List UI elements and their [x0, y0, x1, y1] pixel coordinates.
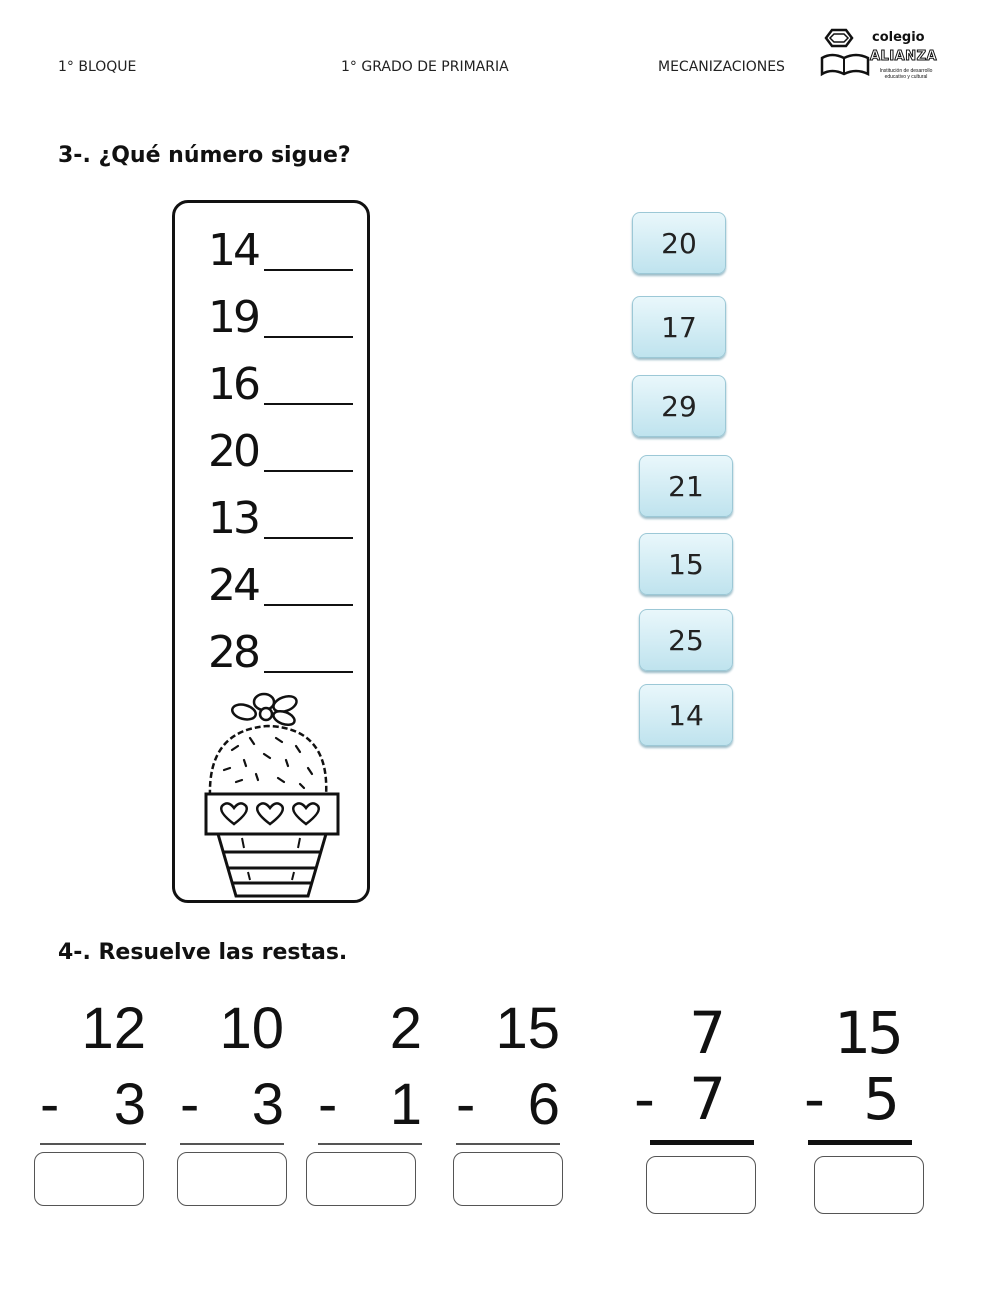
sequence-number: 24 — [208, 560, 258, 611]
option-tile[interactable]: 17 — [632, 296, 726, 358]
result-line — [180, 1143, 284, 1145]
minus-sign: - — [318, 1072, 338, 1137]
logo-text-main: ALIANZA — [870, 49, 938, 64]
sequence-row — [192, 426, 354, 476]
answer-box[interactable] — [306, 1152, 416, 1206]
sequence-row — [192, 493, 354, 543]
option-tile[interactable]: 14 — [639, 684, 733, 746]
subtrahend: 6 — [527, 1072, 560, 1137]
minus-sign: - — [456, 1072, 476, 1137]
answer-box[interactable] — [177, 1152, 287, 1206]
answer-box[interactable] — [646, 1156, 756, 1214]
subtrahend: 7 — [689, 1065, 726, 1133]
sequence-number: 28 — [208, 627, 258, 678]
minus-sign: - — [180, 1072, 200, 1137]
answer-blank[interactable] — [264, 537, 353, 539]
section-4-title: 4-. Resuelve las restas. — [58, 940, 348, 965]
answer-blank[interactable] — [264, 403, 353, 405]
logo-text-sub: Institución de desarrollo educativo y cultural — [879, 68, 933, 80]
result-line — [650, 1140, 754, 1145]
minuend: 15 — [495, 996, 560, 1061]
sequence-number: 19 — [208, 292, 258, 343]
option-tile[interactable]: 20 — [632, 212, 726, 274]
answer-blank[interactable] — [264, 470, 353, 472]
subtrahend: 5 — [863, 1065, 900, 1133]
minuend: 15 — [834, 999, 900, 1067]
header-subject: MECANIZACIONES — [658, 59, 785, 75]
subtrahend: 1 — [389, 1072, 422, 1137]
answer-blank[interactable] — [264, 604, 353, 606]
result-line — [808, 1140, 912, 1145]
sequence-row — [192, 359, 354, 409]
answer-box[interactable] — [453, 1152, 563, 1206]
result-line — [40, 1143, 146, 1145]
answer-box[interactable] — [34, 1152, 144, 1206]
option-tile[interactable]: 25 — [639, 609, 733, 671]
subtraction-problem — [180, 996, 284, 1210]
logo-text-top: colegio — [872, 30, 925, 45]
subtraction-problem — [318, 996, 422, 1210]
answer-blank[interactable] — [264, 269, 353, 271]
answer-blank[interactable] — [264, 671, 353, 673]
sequence-number: 14 — [208, 225, 258, 276]
sequence-number: 20 — [208, 426, 258, 477]
school-logo — [820, 28, 940, 84]
subtraction-problem — [40, 996, 146, 1210]
subtraction-problem — [804, 999, 900, 1214]
cactus-pot-icon — [192, 688, 352, 898]
minus-sign: - — [40, 1072, 60, 1137]
school-book-logo-icon — [820, 28, 872, 84]
sequence-row — [192, 627, 354, 677]
option-tile[interactable]: 15 — [639, 533, 733, 595]
sequence-row — [192, 560, 354, 610]
answer-box[interactable] — [814, 1156, 924, 1214]
header-grade: 1° GRADO DE PRIMARIA — [341, 59, 509, 75]
subtrahend: 3 — [251, 1072, 284, 1137]
sequence-number: 16 — [208, 359, 258, 410]
sequence-number: 13 — [208, 493, 258, 544]
result-line — [456, 1143, 560, 1145]
sequence-row — [192, 292, 354, 342]
section-3-title: 3-. ¿Qué número sigue? — [58, 143, 351, 168]
minus-sign: - — [634, 1065, 655, 1133]
subtraction-problem — [456, 996, 560, 1210]
header-block: 1° BLOQUE — [58, 59, 137, 75]
minus-sign: - — [804, 1065, 825, 1133]
subtraction-problem — [634, 999, 734, 1214]
minuend: 2 — [389, 996, 422, 1061]
minuend: 7 — [689, 999, 726, 1067]
minuend: 12 — [81, 996, 146, 1061]
minuend: 10 — [219, 996, 284, 1061]
sequence-row — [192, 225, 354, 275]
answer-blank[interactable] — [264, 336, 353, 338]
subtrahend: 3 — [113, 1072, 146, 1137]
option-tile[interactable]: 29 — [632, 375, 726, 437]
result-line — [318, 1143, 422, 1145]
option-tile[interactable]: 21 — [639, 455, 733, 517]
